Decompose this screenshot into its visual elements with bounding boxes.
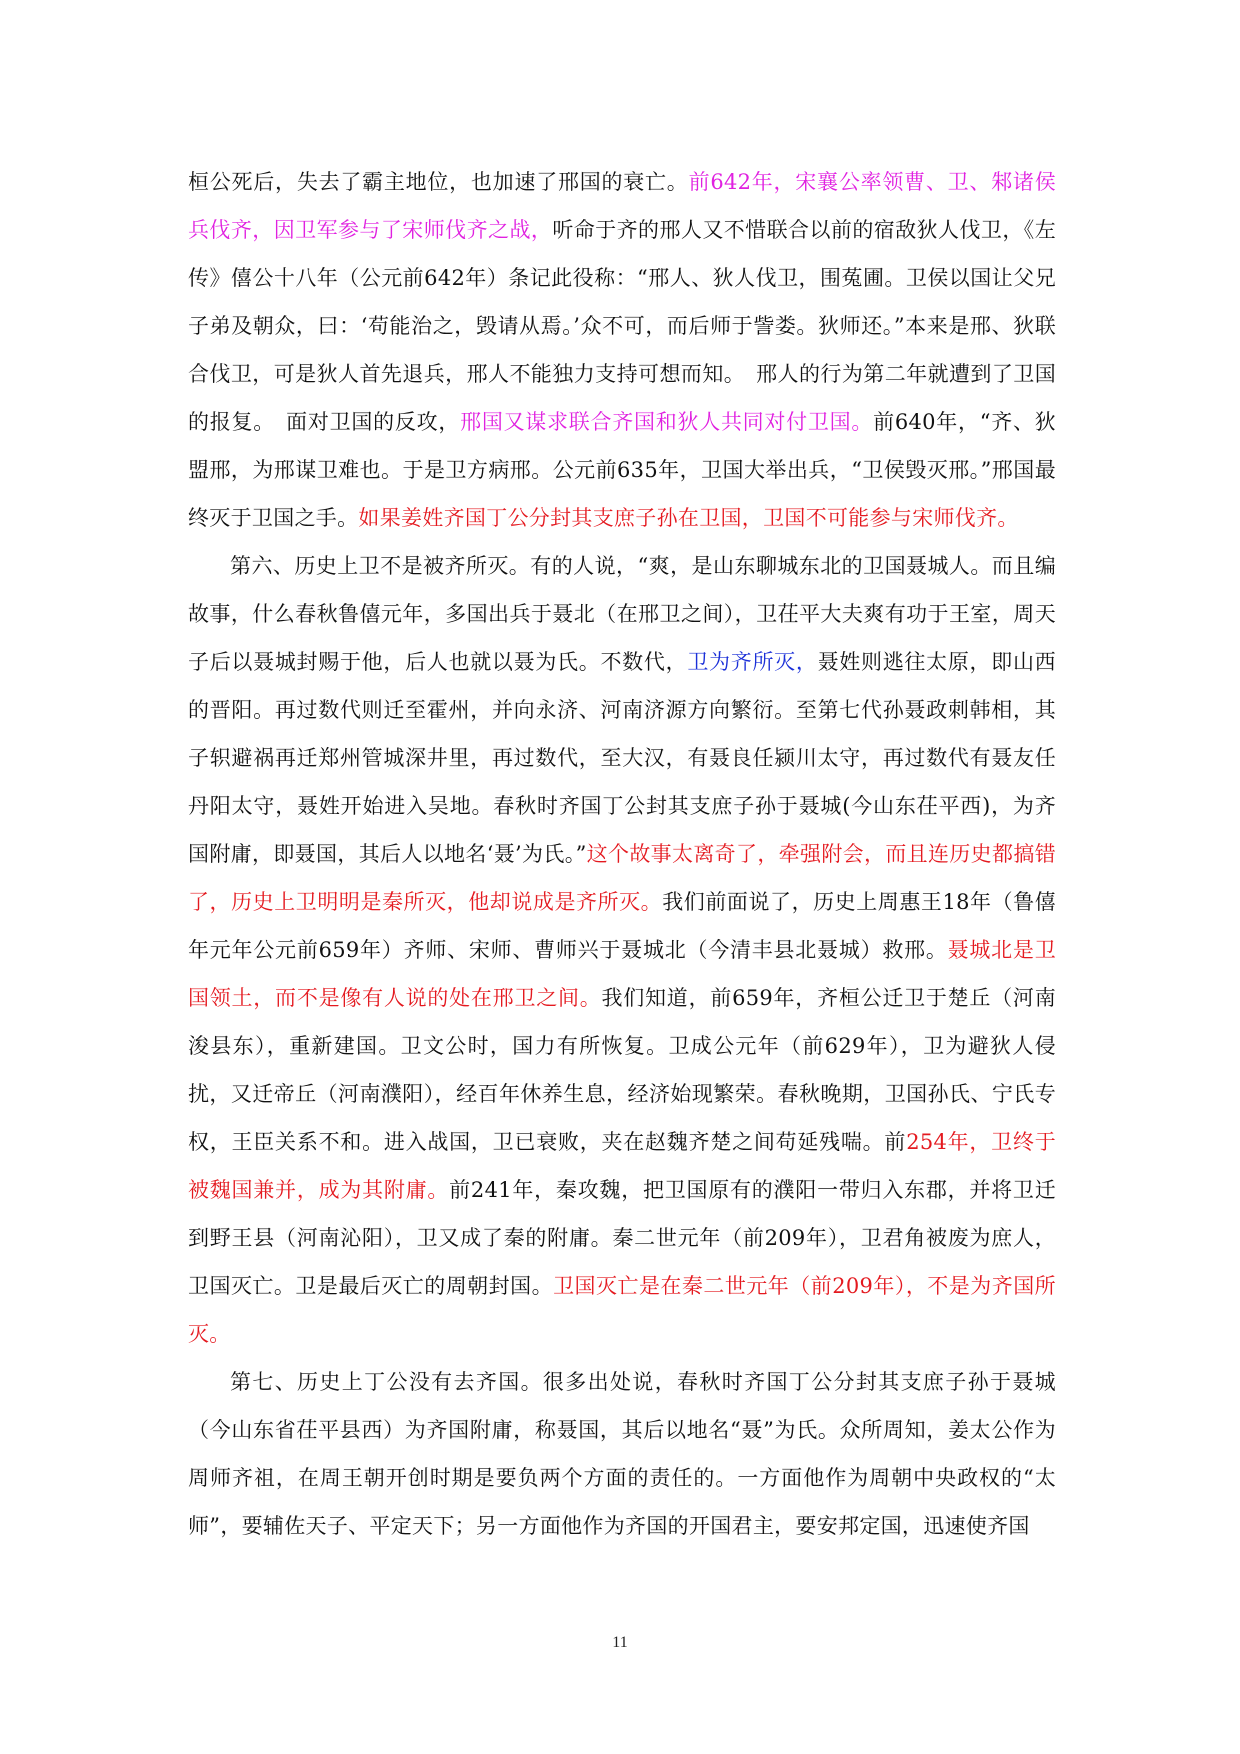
paragraph: [188, 542, 1056, 1358]
text-segment: 前241年，秦攻魏，把卫国原有的濮阳一带归入东郡，并将卫迁到野王县（河南沁阳），卫又成了秦的附庸。秦二世元年（前209年），卫君角被废为庶人，卫国灭亡。卫是最后灭亡的周朝封国。: [188, 1178, 1057, 1298]
paragraph: [188, 158, 1056, 542]
paragraph: [188, 1358, 1056, 1550]
text-segment: 我们知道，前659年，齐桓公迁卫于楚丘（河南浚县东），重新建国。卫文公时，国力有所恢复。卫成公元年（前629年），卫为避狄人侵扰，又迁帝丘（河南濮阳），经百年休养生息，经济始现繁荣。春秋晚期，卫国孙氏、宁氏专权，王臣关系不和。进入战国，卫已衰败，夹在赵魏齐楚之间苟延残喘。前: [188, 986, 1057, 1154]
page-number: 11: [612, 1634, 628, 1651]
highlighted-text-segment: 前642年，宋襄公率领曹、卫、邾诸侯兵伐齐，因卫军参与了宋师伐齐之战，: [188, 170, 1056, 242]
text-segment: 第七、历史上丁公没有去齐国。很多出处说，春秋时齐国丁公分封其支庶子孙于聂城（今山东省茌平县西）为齐国附庸，称聂国，其后以地名“聂”为氏。众所周知，姜太公作为周师齐祖，在周王朝开创时期是要负两个方面的责任的。一方面他作为周朝中央政权的“太师”，要辅佐天子、平定天下；另一方面他作为齐国的开国君主，要安邦定国，迅速使齐国: [188, 1370, 1056, 1538]
highlighted-text-segment: 254年，卫终于被魏国兼并，成为其附庸。: [188, 1130, 1057, 1202]
highlighted-text-segment: 聂城北是卫国领土，而不是像有人说的处在邢卫之间。: [188, 938, 1056, 1010]
highlighted-text-segment: 卫国灭亡是在秦二世元年（前209年），不是为齐国所灭。: [188, 1274, 1056, 1346]
text-segment: 聂姓则逃往太原，即山西的晋阳。再过数代则迁至霍州，并向永济、河南济源方向繁衍。至第七代孙聂政刺韩相，其子轵避祸再迁郑州管城深井里，再过数代，至大汉，有聂良任颍川太守，再过数代有聂友任丹阳太守，聂姓开始进入吴地。春秋时齐国丁公封其支庶子孙于聂城(今山东茌平西)，为齐国附庸，即聂国，其后人以地名‘聂’为氏。”: [188, 650, 1056, 866]
highlighted-text-segment: 邢国又谋求联合齐国和狄人共同对付卫国。: [460, 410, 874, 434]
text-segment: 第六、历史上卫不是被齐所灭。有的人说，“爽，是山东聊城东北的卫国聂城人。而且编故事，什么春秋鲁僖元年，多国出兵于聂北（在邢卫之间），卫茌平大夫爽有功于王室，周天子后以聂城封赐于他，后人也就以聂为氏。不数代，: [188, 554, 1056, 674]
text-segment: 我们前面说了，历史上周惠王18年（鲁僖年元年公元前659年）齐师、宋师、曹师兴于聂城北（今清丰县北聂城）救邢。: [188, 890, 1056, 962]
text-segment: 前640年，“齐、狄盟邢，为邢谋卫难也。于是卫方病邢。公元前635年，卫国大举出兵，“卫侯毁灭邢。”邢国最终灭于卫国之手。: [188, 410, 1056, 530]
text-segment: 桓公死后，失去了霸主地位，也加速了邢国的衰亡。: [188, 170, 689, 194]
highlighted-text-segment: 卫为齐所灭，: [687, 650, 818, 674]
body-text: [188, 158, 1056, 1550]
highlighted-text-segment: 如果姜姓齐国丁公分封其支庶子孙在卫国，卫国不可能参与宋师伐齐。: [358, 506, 1019, 530]
highlighted-text-segment: 这个故事太离奇了，牵强附会，而且连历史都搞错了，历史上卫明明是秦所灭，他却说成是齐所灭。: [188, 842, 1056, 914]
text-segment: 听命于齐的邢人又不惜联合以前的宿敌狄人伐卫，《左传》僖公十八年（公元前642年）条记此役称：“邢人、狄人伐卫，围菟圃。卫侯以国让父兄子弟及朝众，曰：‘苟能治之，毁请从焉。’众不可，而后师于訾娄。狄师还。”本来是邢、狄联合伐卫，可是狄人首先退兵，邢人不能独力支持可想而知。 邢人的行为第二年就遭到了卫国的报复。 面对卫国的反攻，: [188, 218, 1056, 434]
